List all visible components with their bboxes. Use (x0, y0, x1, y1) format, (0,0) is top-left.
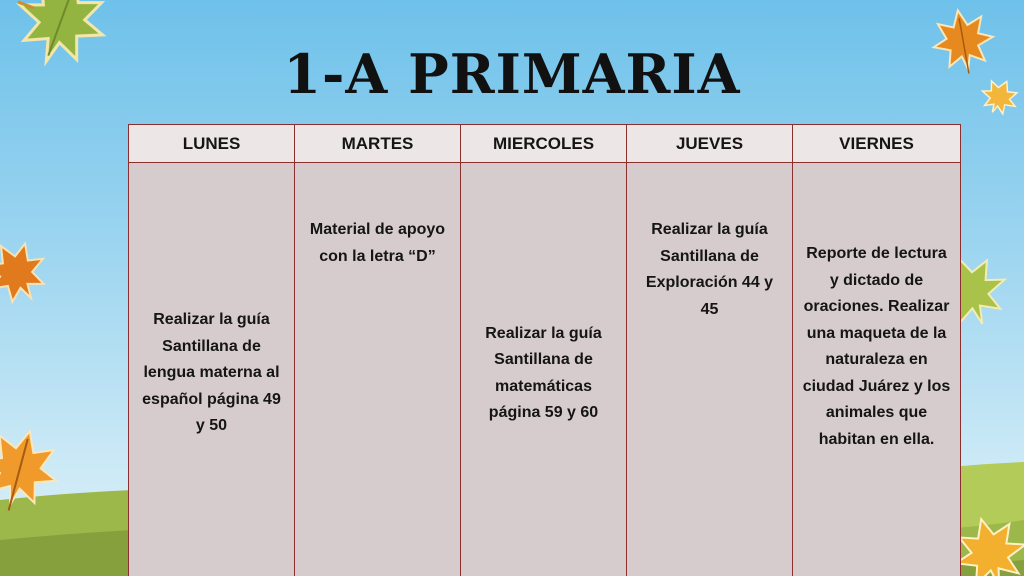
schedule-table (128, 124, 961, 576)
orange-leaf-icon (0, 231, 57, 313)
cell-viernes: Reporte de lectura y dictado de oraciones. Realizar una maqueta de la naturaleza en ciudad Juárez y los animales que habitan en ella. (793, 163, 961, 576)
header-miercoles: MIERCOLES (461, 125, 627, 163)
table-row (129, 163, 961, 576)
header-jueves: JUEVES (627, 125, 793, 163)
cell-jueves: Realizar la guía Santillana de Exploración 44 y 45 (627, 163, 793, 576)
header-viernes: VIERNES (793, 125, 961, 163)
header-martes: MARTES (295, 125, 461, 163)
cell-lunes: Realizar la guía Santillana de lengua materna al español página 49 y 50 (129, 163, 295, 576)
table-header-row (129, 125, 961, 163)
header-lunes: LUNES (129, 125, 295, 163)
cell-miercoles: Realizar la guía Santillana de matemáticas página 59 y 60 (461, 163, 627, 576)
cell-martes: Material de apoyo con la letra “D” (295, 163, 461, 576)
page-title: 1-A PRIMARIA (283, 42, 741, 106)
